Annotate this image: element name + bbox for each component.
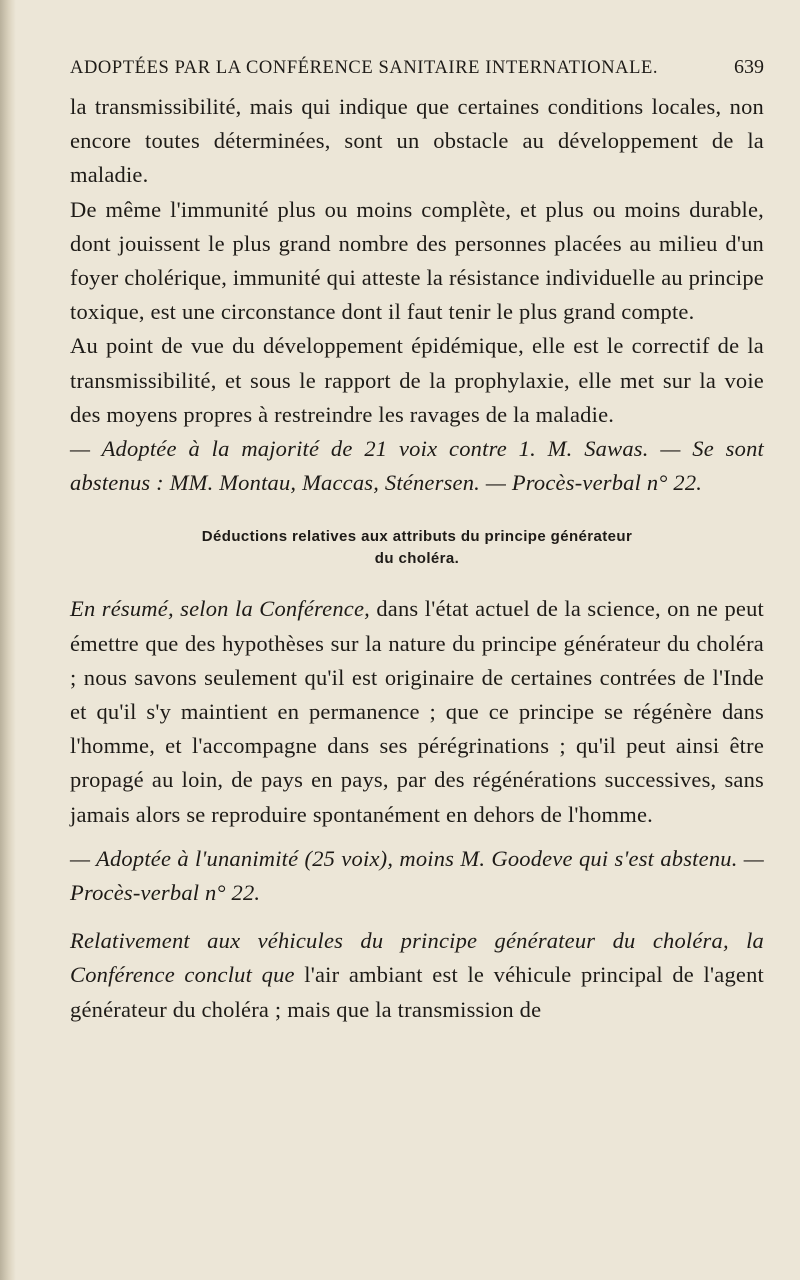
vote-record-1: — Adoptée à la majorité de 21 voix contre 1. M. Sawas. — Se sont abstenus : MM. Montau, Maccas, Sténersen. — Procès-verbal n° 22. bbox=[70, 436, 764, 496]
section-heading-line-2: du choléra. bbox=[374, 550, 460, 568]
vehicles-lead: Relativement aux véhicules du principe générateur du choléra, la Conférence conclut que bbox=[70, 928, 764, 988]
section-heading bbox=[70, 526, 764, 570]
paragraph-vote-2 bbox=[70, 842, 764, 910]
book-page bbox=[70, 56, 764, 1027]
running-header bbox=[70, 56, 764, 84]
vehicles-body: l'air ambiant est le véhicule principal de l'agent générateur du choléra ; mais que la transmission de bbox=[70, 962, 764, 1022]
paragraph-vehicles bbox=[70, 924, 764, 1027]
body-text bbox=[70, 90, 764, 1027]
paragraph-vote-1 bbox=[70, 432, 764, 500]
vote-record-2: — Adoptée à l'unanimité (25 voix), moins M. Goodeve qui s'est abstenu. — Procès-verbal n° 22. bbox=[70, 845, 764, 906]
paragraph-continuation: la transmissibilité, mais qui indique que certaines conditions locales, non encore toutes déterminées, sont un obstacle au développement de la maladie. bbox=[70, 94, 764, 188]
paragraph-epidemic: Au point de vue du développement épidémique, elle est le correctif de la transmissibilité, et sous le rapport de la prophylaxie, elle met sur la voie des moyens propres à restreindre les ravages de la maladie. bbox=[70, 333, 764, 427]
summary-body: dans l'état actuel de la science, on ne peut émettre que des hypothèses sur la nature du principe générateur du choléra ; nous savons seulement qu'il est originaire de certaines contrées de l'Inde et qu'il s'y maintient en permanence ; que ce principe se régénère dans l'homme, et l'accompagne dans ses pérégrinations ; qu'il peut ainsi être propagé au loin, de pays en pays, par des régénérations successives, sans jamais alors se reproduire spontanément en dehors de l'homme. bbox=[70, 596, 764, 827]
page-number: 639 bbox=[734, 56, 764, 78]
summary-lead: En résumé, selon la Conférence, bbox=[70, 596, 370, 622]
running-title: ADOPTÉES PAR LA CONFÉRENCE SANITAIRE INTERNATIONALE. bbox=[70, 58, 659, 78]
page-edge-shadow bbox=[0, 0, 16, 1280]
paragraph-summary bbox=[70, 592, 764, 831]
paragraph-immunity: De même l'immunité plus ou moins complète, et plus ou moins durable, dont jouissent le plus grand nombre des personnes placées au milieu d'un foyer cholérique, immunité qui atteste la résistance individuelle au principe toxique, est une circonstance dont il faut tenir le plus grand compte. bbox=[70, 196, 764, 325]
section-heading-line-1: Déductions relatives aux attributs du principe générateur bbox=[201, 528, 633, 546]
